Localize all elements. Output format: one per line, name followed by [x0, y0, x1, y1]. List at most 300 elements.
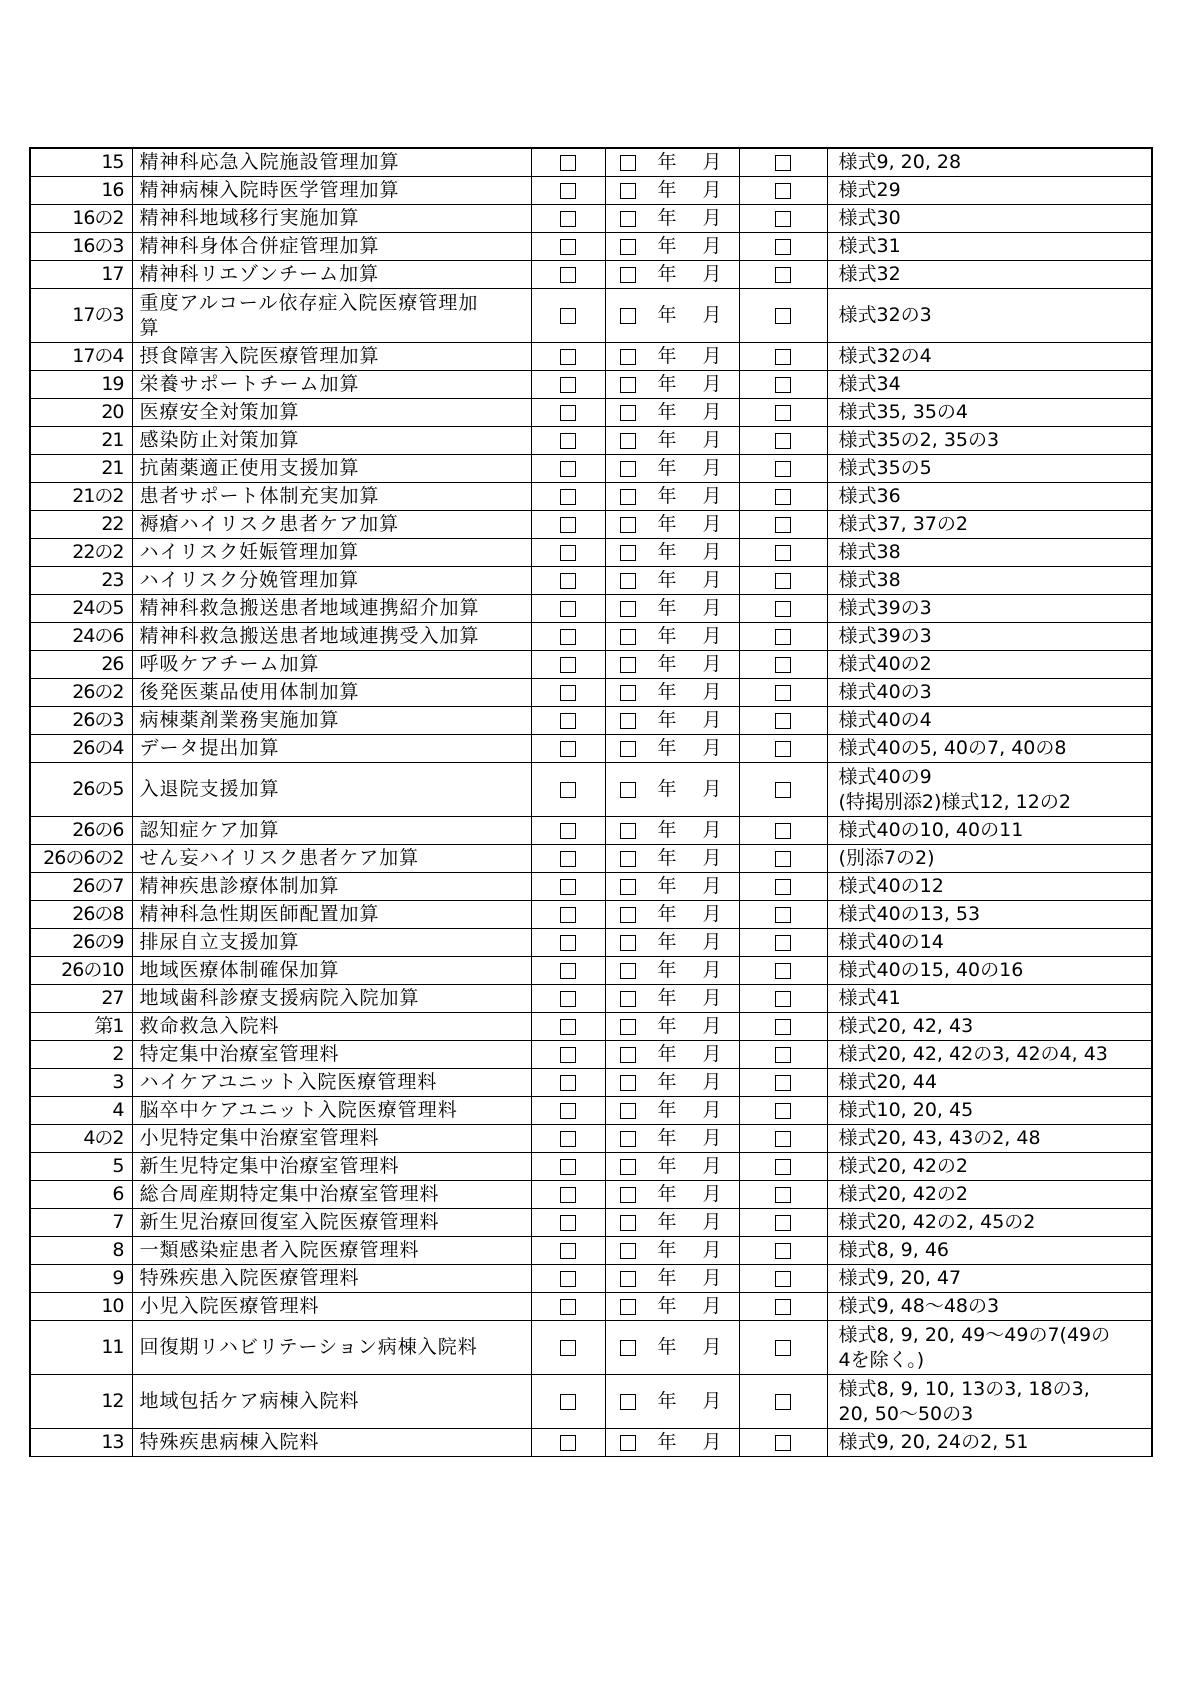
item-name [132, 455, 531, 483]
item-name [132, 1265, 531, 1293]
status-checkbox[interactable] [560, 1215, 576, 1231]
attachment-checkbox[interactable] [775, 1075, 791, 1091]
attachment-checkbox[interactable] [775, 489, 791, 505]
status-checkbox[interactable] [560, 1299, 576, 1315]
status-cell [531, 1097, 605, 1125]
date-checkbox[interactable] [620, 155, 636, 171]
table-row [30, 1041, 1152, 1069]
date-checkbox[interactable] [620, 267, 636, 283]
year-label: 年 [657, 457, 677, 479]
month-label: 月 [702, 541, 722, 563]
item-number: 26の6の2 [30, 845, 132, 873]
year-label: 年 [657, 959, 677, 981]
date-checkbox[interactable] [620, 629, 636, 645]
month-label: 月 [702, 569, 722, 591]
month-label: 月 [702, 1183, 722, 1205]
attachment-checkbox[interactable] [775, 713, 791, 729]
status-checkbox[interactable] [560, 601, 576, 617]
status-checkbox[interactable] [560, 782, 576, 798]
date-checkbox[interactable] [620, 1019, 636, 1035]
attachment-checkbox[interactable] [775, 1271, 791, 1287]
item-name [132, 985, 531, 1013]
month-label: 月 [702, 1390, 722, 1412]
month-label: 月 [702, 1267, 722, 1289]
form-reference-line: 様式20, 42の2 [838, 1183, 969, 1205]
date-cell [605, 1097, 739, 1125]
form-reference [827, 1013, 1152, 1041]
attachment-checkbox[interactable] [775, 377, 791, 393]
item-number: 19 [30, 371, 132, 399]
status-checkbox[interactable] [560, 461, 576, 477]
item-number: 7 [30, 1209, 132, 1237]
item-name [132, 233, 531, 261]
date-cell [605, 1237, 739, 1265]
table-row [30, 901, 1152, 929]
date-cell [605, 233, 739, 261]
date-checkbox[interactable] [620, 823, 636, 839]
status-cell [531, 567, 605, 595]
status-checkbox[interactable] [560, 405, 576, 421]
table-row [30, 233, 1152, 261]
attachment-checkbox[interactable] [775, 1103, 791, 1119]
form-reference [827, 1293, 1152, 1321]
attachment-checkbox[interactable] [775, 1019, 791, 1035]
table-row [30, 1097, 1152, 1125]
date-checkbox[interactable] [620, 573, 636, 589]
item-name-line: 精神疾患診療体制加算 [139, 875, 340, 897]
item-name [132, 1429, 531, 1457]
date-checkbox[interactable] [620, 545, 636, 561]
form-reference-line: 様式40の12 [838, 875, 944, 897]
status-cell [531, 985, 605, 1013]
date-checkbox[interactable] [620, 1075, 636, 1091]
form-reference-line: 様式9, 48〜48の3 [838, 1295, 1000, 1317]
item-name-line: 後発医薬品使用体制加算 [139, 681, 360, 703]
item-name [132, 483, 531, 511]
item-name [132, 1181, 531, 1209]
attachment-checkbox[interactable] [775, 629, 791, 645]
status-checkbox[interactable] [560, 713, 576, 729]
item-name-line: 回復期リハビリテーション病棟入院料 [139, 1336, 478, 1358]
status-checkbox[interactable] [560, 685, 576, 701]
form-reference [827, 483, 1152, 511]
attachment-checkbox[interactable] [775, 155, 791, 171]
form-reference-line: 様式20, 43, 43の2, 48 [838, 1127, 1041, 1149]
status-checkbox[interactable] [560, 851, 576, 867]
attachment-checkbox[interactable] [775, 1187, 791, 1203]
attachment-cell [739, 707, 827, 735]
date-cell [605, 1181, 739, 1209]
form-reference-line: 様式20, 42の2, 45の2 [838, 1211, 1036, 1233]
item-number: 21 [30, 455, 132, 483]
status-checkbox[interactable] [560, 935, 576, 951]
item-number: 21 [30, 427, 132, 455]
item-name [132, 427, 531, 455]
status-checkbox[interactable] [560, 1075, 576, 1091]
item-name-line: ハイリスク分娩管理加算 [139, 569, 360, 591]
form-reference [827, 1069, 1152, 1097]
item-name-line: 精神科地域移行実施加算 [139, 207, 360, 229]
status-checkbox[interactable] [560, 517, 576, 533]
status-checkbox[interactable] [560, 1435, 576, 1451]
attachment-checkbox[interactable] [775, 935, 791, 951]
attachment-cell [739, 1375, 827, 1429]
date-checkbox[interactable] [620, 851, 636, 867]
status-cell [531, 205, 605, 233]
status-checkbox[interactable] [560, 433, 576, 449]
status-cell [531, 511, 605, 539]
attachment-checkbox[interactable] [775, 601, 791, 617]
date-checkbox[interactable] [620, 657, 636, 673]
item-name [132, 845, 531, 873]
year-label: 年 [657, 1155, 677, 1177]
item-name-line: 小児入院医療管理料 [139, 1295, 320, 1317]
status-cell [531, 1429, 605, 1457]
attachment-checkbox[interactable] [775, 433, 791, 449]
form-reference-line: 様式40の15, 40の16 [838, 959, 1024, 981]
status-cell [531, 595, 605, 623]
form-reference-line: 様式29 [838, 179, 901, 201]
item-number: 24の5 [30, 595, 132, 623]
attachment-checkbox[interactable] [775, 741, 791, 757]
date-checkbox[interactable] [620, 935, 636, 951]
date-checkbox[interactable] [620, 991, 636, 1007]
attachment-checkbox[interactable] [775, 545, 791, 561]
date-checkbox[interactable] [620, 907, 636, 923]
date-cell [605, 343, 739, 371]
form-reference-line: 様式38 [838, 569, 901, 591]
status-checkbox[interactable] [560, 1243, 576, 1259]
attachment-checkbox[interactable] [775, 308, 791, 324]
form-reference-line: 様式35, 35の4 [838, 401, 969, 423]
status-cell [531, 817, 605, 845]
year-label: 年 [657, 1211, 677, 1233]
attachment-checkbox[interactable] [775, 1159, 791, 1175]
table-row [30, 707, 1152, 735]
status-checkbox[interactable] [560, 907, 576, 923]
date-cell [605, 1125, 739, 1153]
attachment-checkbox[interactable] [775, 573, 791, 589]
status-cell [531, 1069, 605, 1097]
date-checkbox[interactable] [620, 211, 636, 227]
date-cell [605, 595, 739, 623]
date-cell [605, 1013, 739, 1041]
date-checkbox[interactable] [620, 405, 636, 421]
attachment-cell [739, 1041, 827, 1069]
year-label: 年 [657, 847, 677, 869]
form-reference [827, 1237, 1152, 1265]
status-checkbox[interactable] [560, 1340, 576, 1356]
date-checkbox[interactable] [620, 1159, 636, 1175]
date-checkbox[interactable] [620, 377, 636, 393]
attachment-checkbox[interactable] [775, 1131, 791, 1147]
item-number: 17の3 [30, 289, 132, 343]
attachment-checkbox[interactable] [775, 461, 791, 477]
attachment-cell [739, 539, 827, 567]
status-checkbox[interactable] [560, 657, 576, 673]
date-checkbox[interactable] [620, 782, 636, 798]
attachment-cell [739, 679, 827, 707]
attachment-checkbox[interactable] [775, 879, 791, 895]
date-checkbox[interactable] [620, 1340, 636, 1356]
status-checkbox[interactable] [560, 1019, 576, 1035]
status-checkbox[interactable] [560, 267, 576, 283]
attachment-cell [739, 845, 827, 873]
month-label: 月 [702, 709, 722, 731]
month-label: 月 [702, 1211, 722, 1233]
attachment-cell [739, 763, 827, 817]
form-reference [827, 261, 1152, 289]
item-name [132, 148, 531, 177]
form-reference-line: 様式34 [838, 373, 901, 395]
attachment-checkbox[interactable] [775, 1340, 791, 1356]
status-cell [531, 763, 605, 817]
status-checkbox[interactable] [560, 211, 576, 227]
item-number: 10 [30, 1293, 132, 1321]
attachment-checkbox[interactable] [775, 239, 791, 255]
status-checkbox[interactable] [560, 1159, 576, 1175]
attachment-cell [739, 399, 827, 427]
table-row [30, 1293, 1152, 1321]
form-reference [827, 763, 1152, 817]
table-row [30, 679, 1152, 707]
attachment-cell [739, 1209, 827, 1237]
attachment-checkbox[interactable] [775, 1243, 791, 1259]
date-cell [605, 261, 739, 289]
form-reference-line: 様式32の4 [838, 345, 932, 367]
year-label: 年 [657, 778, 677, 800]
date-checkbox[interactable] [620, 1299, 636, 1315]
date-checkbox[interactable] [620, 1215, 636, 1231]
attachment-checkbox[interactable] [775, 211, 791, 227]
year-label: 年 [657, 1127, 677, 1149]
date-checkbox[interactable] [620, 713, 636, 729]
date-cell [605, 957, 739, 985]
status-checkbox[interactable] [560, 1394, 576, 1410]
date-checkbox[interactable] [620, 741, 636, 757]
table-row [30, 371, 1152, 399]
item-name [132, 763, 531, 817]
status-cell [531, 1209, 605, 1237]
status-cell [531, 1321, 605, 1375]
attachment-cell [739, 901, 827, 929]
attachment-cell [739, 455, 827, 483]
month-label: 月 [702, 151, 722, 173]
attachment-checkbox[interactable] [775, 405, 791, 421]
item-number: 13 [30, 1429, 132, 1457]
attachment-checkbox[interactable] [775, 1394, 791, 1410]
table-row [30, 1265, 1152, 1293]
attachment-checkbox[interactable] [775, 685, 791, 701]
attachment-cell [739, 233, 827, 261]
date-checkbox[interactable] [620, 1243, 636, 1259]
attachment-checkbox[interactable] [775, 267, 791, 283]
attachment-checkbox[interactable] [775, 1215, 791, 1231]
status-cell [531, 343, 605, 371]
date-checkbox[interactable] [620, 1187, 636, 1203]
form-reference-line: 様式39の3 [838, 625, 932, 647]
month-label: 月 [702, 401, 722, 423]
table-row [30, 735, 1152, 763]
date-checkbox[interactable] [620, 601, 636, 617]
attachment-checkbox[interactable] [775, 991, 791, 1007]
status-cell [531, 1375, 605, 1429]
attachment-checkbox[interactable] [775, 851, 791, 867]
date-checkbox[interactable] [620, 461, 636, 477]
item-name-line: 特定集中治療室管理料 [139, 1043, 340, 1065]
date-cell [605, 427, 739, 455]
status-checkbox[interactable] [560, 823, 576, 839]
attachment-checkbox[interactable] [775, 823, 791, 839]
date-cell [605, 1041, 739, 1069]
attachment-cell [739, 817, 827, 845]
attachment-checkbox[interactable] [775, 782, 791, 798]
date-cell [605, 371, 739, 399]
item-number: 第1 [30, 1013, 132, 1041]
month-label: 月 [702, 457, 722, 479]
status-checkbox[interactable] [560, 155, 576, 171]
item-number: 11 [30, 1321, 132, 1375]
status-checkbox[interactable] [560, 991, 576, 1007]
attachment-checkbox[interactable] [775, 963, 791, 979]
month-label: 月 [702, 207, 722, 229]
date-checkbox[interactable] [620, 685, 636, 701]
status-checkbox[interactable] [560, 545, 576, 561]
year-label: 年 [657, 1015, 677, 1037]
table-row [30, 929, 1152, 957]
year-label: 年 [657, 903, 677, 925]
status-cell [531, 371, 605, 399]
status-checkbox[interactable] [560, 1047, 576, 1063]
attachment-cell [739, 985, 827, 1013]
attachment-cell [739, 427, 827, 455]
date-checkbox[interactable] [620, 517, 636, 533]
year-label: 年 [657, 1295, 677, 1317]
attachment-checkbox[interactable] [775, 907, 791, 923]
form-reference [827, 1181, 1152, 1209]
status-cell [531, 289, 605, 343]
attachment-checkbox[interactable] [775, 183, 791, 199]
date-checkbox[interactable] [620, 1271, 636, 1287]
status-checkbox[interactable] [560, 489, 576, 505]
date-checkbox[interactable] [620, 1103, 636, 1119]
month-label: 月 [702, 1099, 722, 1121]
date-checkbox[interactable] [620, 239, 636, 255]
status-checkbox[interactable] [560, 629, 576, 645]
item-number: 27 [30, 985, 132, 1013]
attachment-checkbox[interactable] [775, 1047, 791, 1063]
date-cell [605, 539, 739, 567]
form-reference-line: 様式8, 9, 10, 13の3, 18の3, [838, 1377, 1090, 1400]
date-checkbox[interactable] [620, 879, 636, 895]
table-row [30, 873, 1152, 901]
item-name-line: 抗菌薬適正使用支援加算 [139, 457, 360, 479]
status-checkbox[interactable] [560, 963, 576, 979]
form-reference [827, 623, 1152, 651]
form-reference-line: 様式35の2, 35の3 [838, 429, 1000, 451]
status-checkbox[interactable] [560, 349, 576, 365]
status-checkbox[interactable] [560, 1103, 576, 1119]
month-label: 月 [702, 847, 722, 869]
item-name [132, 707, 531, 735]
attachment-cell [739, 1069, 827, 1097]
item-number: 26の7 [30, 873, 132, 901]
attachment-checkbox[interactable] [775, 657, 791, 673]
form-reference [827, 539, 1152, 567]
date-cell [605, 1265, 739, 1293]
month-label: 月 [702, 429, 722, 451]
status-checkbox[interactable] [560, 377, 576, 393]
status-checkbox[interactable] [560, 879, 576, 895]
status-cell [531, 735, 605, 763]
attachment-checkbox[interactable] [775, 1299, 791, 1315]
item-name [132, 1375, 531, 1429]
month-label: 月 [702, 597, 722, 619]
item-name-line: 総合周産期特定集中治療室管理料 [139, 1183, 440, 1205]
status-cell [531, 623, 605, 651]
form-reference-line: 様式8, 9, 46 [838, 1239, 950, 1261]
status-checkbox[interactable] [560, 573, 576, 589]
form-reference [827, 985, 1152, 1013]
status-checkbox[interactable] [560, 239, 576, 255]
date-checkbox[interactable] [620, 1047, 636, 1063]
status-cell [531, 483, 605, 511]
table-row [30, 595, 1152, 623]
year-label: 年 [657, 485, 677, 507]
month-label: 月 [702, 373, 722, 395]
year-label: 年 [657, 681, 677, 703]
form-reference-line: 様式32の3 [838, 304, 932, 326]
form-reference [827, 595, 1152, 623]
date-checkbox[interactable] [620, 433, 636, 449]
item-name [132, 873, 531, 901]
attachment-checkbox[interactable] [775, 1435, 791, 1451]
attachment-checkbox[interactable] [775, 517, 791, 533]
date-checkbox[interactable] [620, 1394, 636, 1410]
form-reference [827, 1321, 1152, 1375]
item-number: 17 [30, 261, 132, 289]
status-checkbox[interactable] [560, 741, 576, 757]
form-reference-line: 様式40の9 [838, 765, 932, 788]
form-reference-line: 様式38 [838, 541, 901, 563]
status-checkbox[interactable] [560, 1131, 576, 1147]
status-cell [531, 929, 605, 957]
status-checkbox[interactable] [560, 308, 576, 324]
date-checkbox[interactable] [620, 1435, 636, 1451]
item-name-line: せん妄ハイリスク患者ケア加算 [139, 847, 420, 869]
item-name-line: 精神病棟入院時医学管理加算 [139, 179, 400, 201]
status-checkbox[interactable] [560, 1187, 576, 1203]
month-label: 月 [702, 304, 722, 326]
status-cell [531, 1041, 605, 1069]
attachment-checkbox[interactable] [775, 349, 791, 365]
date-checkbox[interactable] [620, 963, 636, 979]
item-name-line: 救命救急入院料 [139, 1015, 280, 1037]
date-checkbox[interactable] [620, 1131, 636, 1147]
date-checkbox[interactable] [620, 489, 636, 505]
date-checkbox[interactable] [620, 308, 636, 324]
date-checkbox[interactable] [620, 349, 636, 365]
status-checkbox[interactable] [560, 1271, 576, 1287]
status-checkbox[interactable] [560, 183, 576, 199]
table-row [30, 1069, 1152, 1097]
table-row [30, 539, 1152, 567]
item-name [132, 1069, 531, 1097]
table-row [30, 763, 1152, 817]
year-label: 年 [657, 569, 677, 591]
date-cell [605, 817, 739, 845]
date-checkbox[interactable] [620, 183, 636, 199]
